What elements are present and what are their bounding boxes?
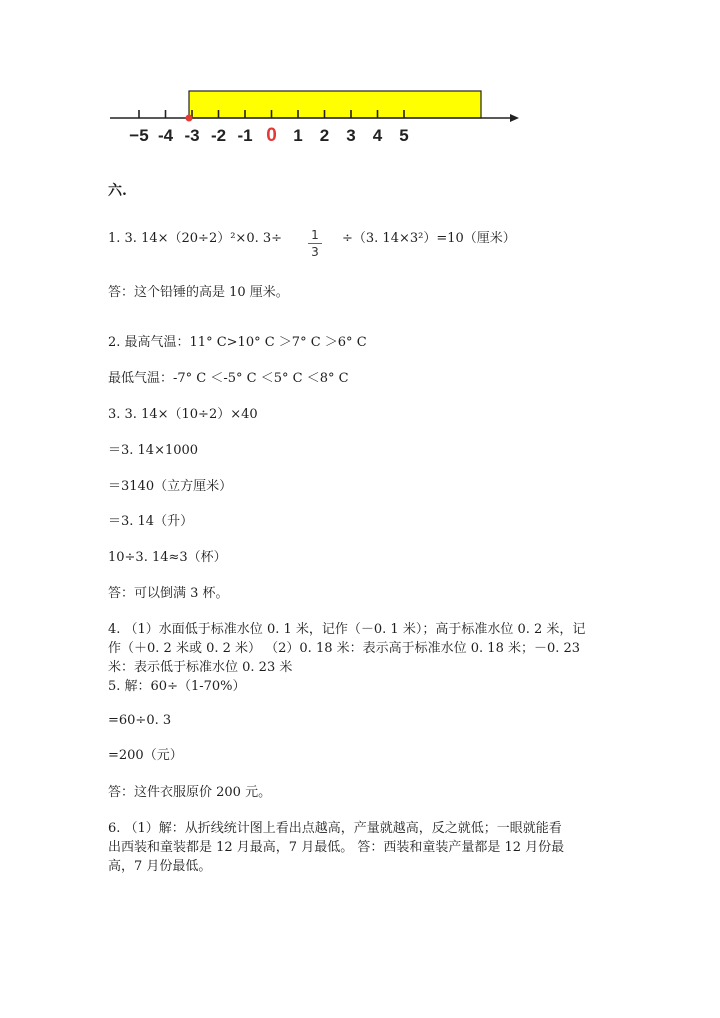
q6-line: 6. （1）解：从折线统计图上看出点越高，产量就越高，反之就低；一眼就能看 <box>108 821 562 836</box>
q5-line: =200（元） <box>108 748 183 763</box>
q6-line: 出西装和童装都是 12 月最高，7 月最低。 答：西装和童装产量都是 12 月份最 <box>108 840 565 855</box>
axis-arrow <box>510 114 519 122</box>
section-heading: 六. <box>108 183 127 199</box>
axis-tick-label: 1 <box>293 126 303 145</box>
axis-tick-label: -2 <box>210 126 227 145</box>
axis-tick-label: 3 <box>346 126 356 145</box>
q1-fraction-bar <box>308 243 322 244</box>
axis-tick-label: -3 <box>184 126 200 145</box>
q3-line: ＝3. 14（升） <box>108 514 194 529</box>
number-line-figure <box>105 84 525 158</box>
q1-fraction-denominator: 3 <box>311 245 319 259</box>
q2-line-1: 2. 最高气温：11° C>10° C ＞7° C ＞6° C <box>108 335 367 350</box>
q3-line: 10÷3. 14≈3（杯） <box>108 550 227 565</box>
highlight-box <box>189 91 481 118</box>
axis-tick-label: 2 <box>319 126 330 145</box>
q5-answer: 答：这件衣服原价 200 元。 <box>108 785 272 800</box>
q4-line: 作（＋0. 2 米或 0. 2 米） （2）0. 18 米：表示高于标准水位 0. 18 米；－0. 23 <box>108 641 581 656</box>
q1-fraction <box>305 228 325 259</box>
axis-tick-label: 4 <box>372 126 383 145</box>
axis-tick-labels <box>129 125 408 146</box>
q4-line: 4. （1）水面低于标准水位 0. 1 米，记作（－0. 1 米）；高于标准水位 0. 2 米，记 <box>108 622 586 637</box>
q3-line: 3. 3. 14×（10÷2）×40 <box>108 407 258 422</box>
start-dot <box>186 115 193 122</box>
q1-fraction-numerator: 1 <box>311 228 319 242</box>
axis-tick-label: -4 <box>157 126 174 145</box>
q1-answer: 答：这个铅锤的高是 10 厘米。 <box>108 285 289 300</box>
number-line-svg <box>105 84 525 154</box>
q1-expression-part2: ÷（3. 14×3²）=10（厘米） <box>342 231 516 246</box>
q5-line: 5. 解：60÷（1-70%） <box>108 679 246 694</box>
q3-answer: 答：可以倒满 3 杯。 <box>108 586 229 601</box>
q1-expression-part1: 1. 3. 14×（20÷2）²×0. 3÷ <box>108 231 283 246</box>
axis-tick-label: −5 <box>129 126 149 145</box>
q4-line: 米：表示低于标准水位 0. 23 米 <box>108 660 293 675</box>
axis-tick-label: 0 <box>266 125 277 146</box>
q3-line: ＝3140（立方厘米） <box>108 479 233 494</box>
axis-tick-label: 5 <box>399 126 409 145</box>
axis-tick-label: -1 <box>237 126 253 145</box>
q3-line: ＝3. 14×1000 <box>108 443 199 458</box>
q2-line-2: 最低气温：-7° C ＜-5° C ＜5° C ＜8° C <box>108 371 349 386</box>
q6-line: 高，7 月份最低。 <box>108 859 212 874</box>
q5-line: =60÷0. 3 <box>108 713 172 728</box>
